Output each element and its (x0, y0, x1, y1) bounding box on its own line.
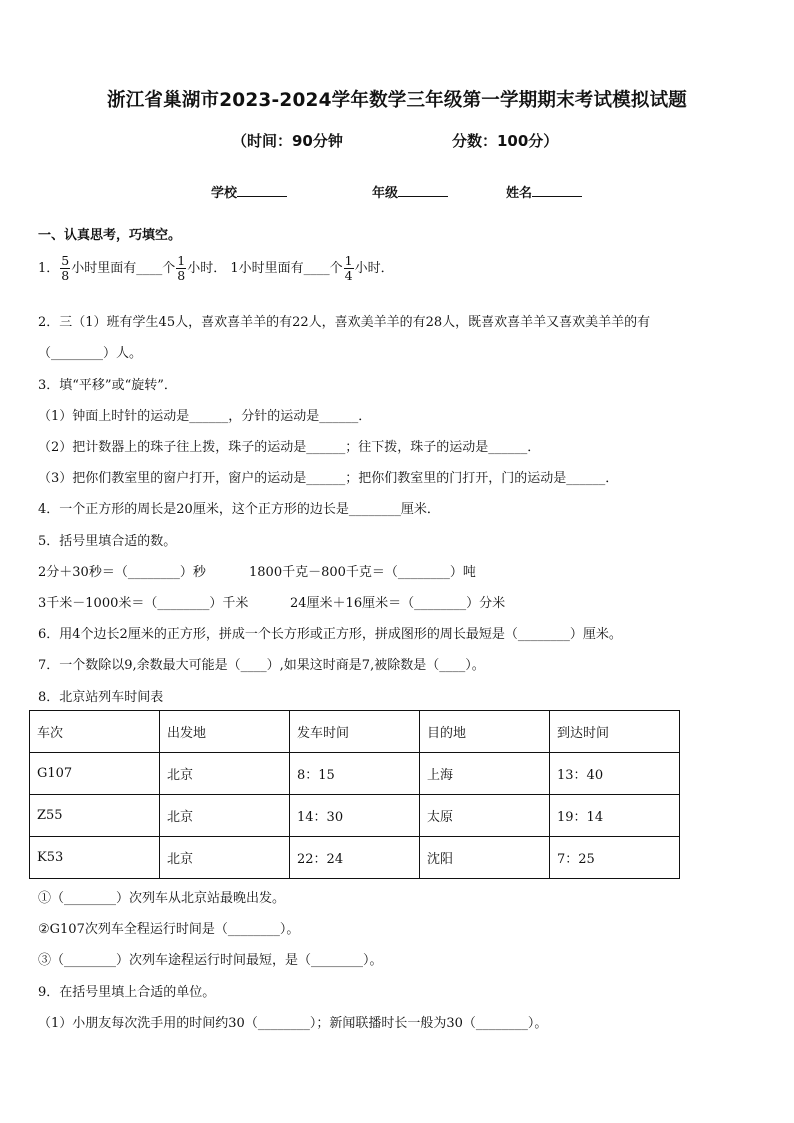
grade-label: 年级 (372, 186, 399, 201)
q1-text-1: 小时里面有____个 (71, 261, 176, 276)
table-cell: K53 (30, 837, 160, 879)
question-3-1: （1）钟面上时针的运动是______，分针的运动是______． (38, 409, 372, 424)
table-cell: 8：15 (290, 753, 420, 795)
question-3-2: （2）把计数器上的珠子往上拨，珠子的运动是______；往下拨，珠子的运动是______． (38, 440, 541, 455)
q1-number: 1． (38, 261, 60, 276)
table-header-row (30, 711, 680, 753)
table-cell: Z55 (30, 795, 160, 837)
q1-text-2: 小时． 1小时里面有____个 (187, 261, 343, 276)
table-cell: 22：24 (290, 837, 420, 879)
question-4: 4．一个正方形的周长是20厘米，这个正方形的边长是________厘米． (38, 502, 440, 517)
question-3-3: （3）把你们教室里的窗户打开，窗户的运动是______；把你们教室里的门打开，门的运动是______． (38, 471, 619, 486)
table-cell: 19：14 (550, 795, 680, 837)
question-9-1: （1）小朋友每次洗手用的时间约30（________）；新闻联播时长一般为30（________）。 (38, 1016, 548, 1031)
table-cell: 北京 (160, 837, 290, 879)
fraction-1-4: $\frac{1}{4}$ (344, 253, 353, 283)
question-5-a: 2分＋30秒＝（________）秒 (38, 565, 206, 580)
table-cell: 13：40 (550, 753, 680, 795)
table-cell: 北京 (160, 753, 290, 795)
table-cell: 7：25 (550, 837, 680, 879)
table-cell: 太原 (420, 795, 550, 837)
question-9: 9．在括号里填上合适的单位。 (38, 985, 216, 1000)
page-title: 浙江省巢湖市2023-2024学年数学三年级第一学期期末考试模拟试题 (107, 90, 687, 111)
header-cell: 车次 (30, 711, 160, 753)
question-6: 6．用4个边长2厘米的正方形，拼成一个长方形或正方形，拼成图形的周长最短是（________）厘米。 (38, 627, 622, 642)
table-row (30, 837, 680, 879)
school-blank (237, 184, 287, 197)
school-field (211, 182, 287, 201)
question-2-line-1: 2．三（1）班有学生45人，喜欢喜羊羊的有22人，喜欢美羊羊的有28人，既喜欢喜羊羊又喜欢美羊羊的有 (38, 315, 651, 330)
question-8-3: ③（________）次列车途程运行时间最短，是（________）。 (38, 953, 383, 968)
question-5-b: 1800千克－800千克＝（________）吨 (249, 565, 476, 580)
fraction-5-8: $\frac{5}{8}$ (61, 253, 70, 283)
q1-text-3: 小时． (354, 261, 394, 276)
train-timetable (29, 710, 680, 879)
table-cell: 上海 (420, 753, 550, 795)
question-8: 8．北京站列车时间表 (38, 690, 164, 705)
question-5-c: 3千米－1000米＝（________）千米 (38, 596, 249, 611)
exam-time: （时间：90分钟 (232, 132, 343, 150)
header-cell: 目的地 (420, 711, 550, 753)
question-3: 3．填“平移”或“旋转”． (38, 378, 177, 393)
question-8-2: ②G107次列车全程运行时间是（________）。 (38, 922, 300, 937)
table-cell: 14：30 (290, 795, 420, 837)
grade-blank (398, 184, 448, 197)
name-field (506, 182, 582, 201)
fraction-1-8: $\frac{1}{8}$ (177, 253, 186, 283)
header-cell: 到达时间 (550, 711, 680, 753)
table-cell: 北京 (160, 795, 290, 837)
name-blank (532, 184, 582, 197)
grade-field (372, 182, 448, 201)
question-5-d: 24厘米＋16厘米＝（________）分米 (290, 596, 506, 611)
question-5: 5．括号里填合适的数。 (38, 534, 177, 549)
table-row (30, 753, 680, 795)
school-label: 学校 (211, 186, 238, 201)
exam-score: 分数：100分） (452, 132, 559, 150)
header-cell: 发车时间 (290, 711, 420, 753)
name-label: 姓名 (506, 186, 533, 201)
question-2-line-2: （________）人。 (38, 346, 143, 361)
table-row (30, 795, 680, 837)
header-cell: 出发地 (160, 711, 290, 753)
question-8-1: ①（________）次列车从北京站最晚出发。 (38, 891, 286, 906)
section-heading: 一、认真思考，巧填空。 (38, 228, 182, 243)
question-1 (38, 254, 394, 283)
table-cell: G107 (30, 753, 160, 795)
question-7: 7．一个数除以9,余数最大可能是（____）,如果这时商是7,被除数是（____）。 (38, 658, 485, 673)
table-cell: 沈阳 (420, 837, 550, 879)
